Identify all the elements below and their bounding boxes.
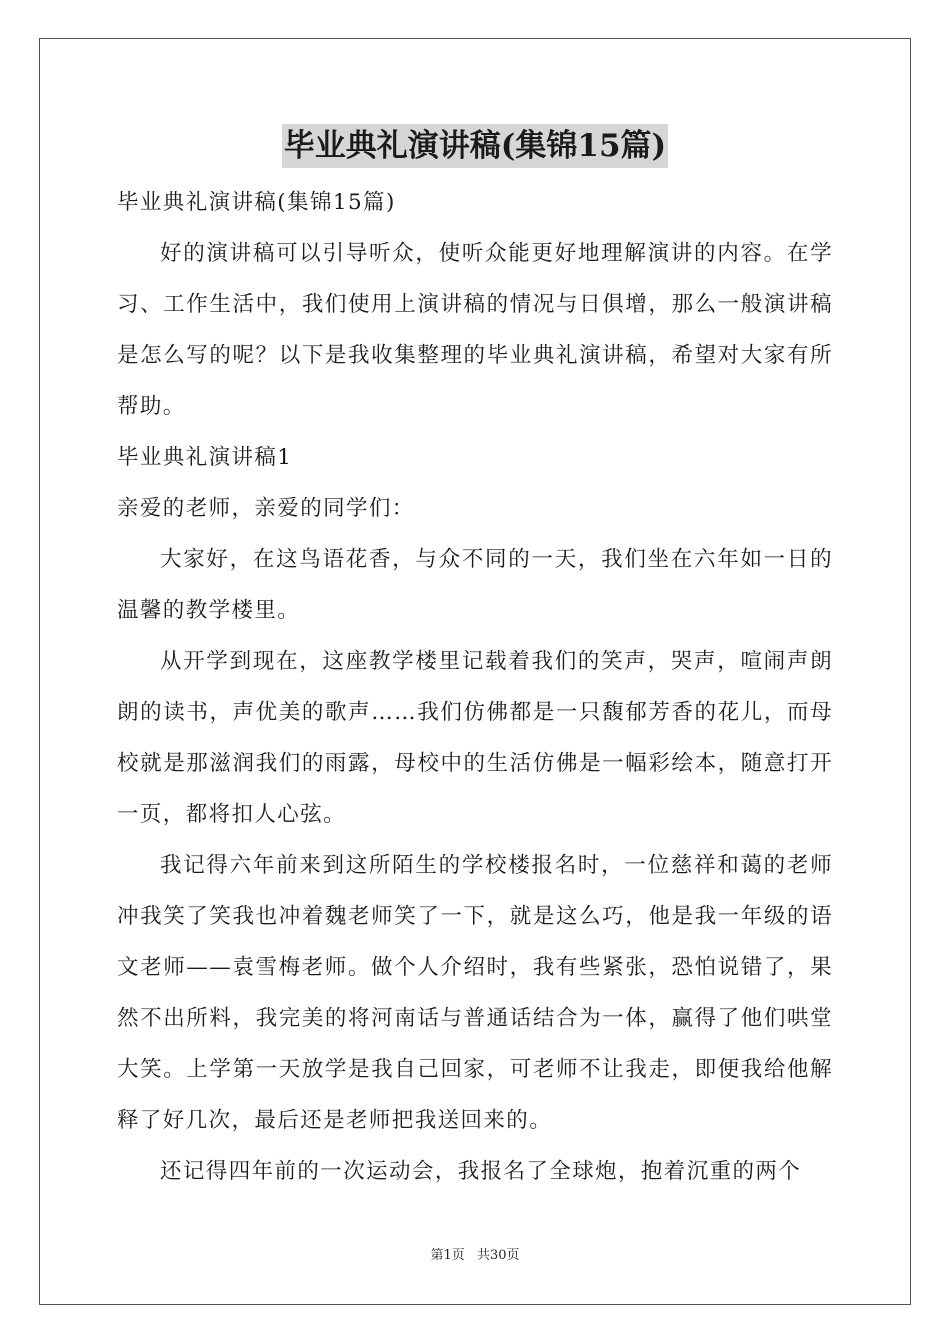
section-heading: 毕业典礼演讲稿1 xyxy=(117,445,293,470)
paragraph: 毕业典礼演讲稿(集锦15篇) xyxy=(117,190,396,215)
document-title: 毕业典礼演讲稿(集锦15篇) xyxy=(282,124,668,168)
paragraph: 好的演讲稿可以引导听众，使听众能更好地理解演讲的内容。在学习、工作生活中，我们使用上演讲稿的情况与日俱增，那么一般演讲稿是怎么写的呢？以下是我收集整理的毕业典礼演讲稿，希望对大家有所帮助。 xyxy=(117,241,833,419)
paragraph: 从开学到现在，这座教学楼里记载着我们的笑声，哭声，喧闹声朗朗的读书，声优美的歌声……我们仿佛都是一只馥郁芳香的花儿，而母校就是那滋润我们的雨露，母校中的生活仿佛是一幅彩绘本，随意打开一页，都将扣人心弦。 xyxy=(117,649,833,827)
page-footer xyxy=(0,1247,950,1265)
paragraph: 大家好，在这鸟语花香，与众不同的一天，我们坐在六年如一日的温馨的教学楼里。 xyxy=(117,547,833,623)
salutation: 亲爱的老师，亲爱的同学们： xyxy=(117,496,415,521)
title-wrap xyxy=(0,124,950,168)
document-body xyxy=(117,177,833,1197)
paragraph: 还记得四年前的一次运动会，我报名了全球炮，抱着沉重的两个 xyxy=(160,1159,802,1184)
page-total: 共30页 xyxy=(476,1248,520,1263)
page-number: 第1页 xyxy=(430,1248,465,1263)
paragraph: 我记得六年前来到这所陌生的学校楼报名时，一位慈祥和蔼的老师冲我笑了笑我也冲着魏老师笑了一下，就是这么巧，他是我一年级的语文老师——袁雪梅老师。做个人介绍时，我有些紧张，恐怕说错了，果然不出所料，我完美的将河南话与普通话结合为一体，赢得了他们哄堂大笑。上学第一天放学是我自己回家，可老师不让我走，即便我给他解释了好几次，最后还是老师把我送回来的。 xyxy=(117,853,833,1133)
